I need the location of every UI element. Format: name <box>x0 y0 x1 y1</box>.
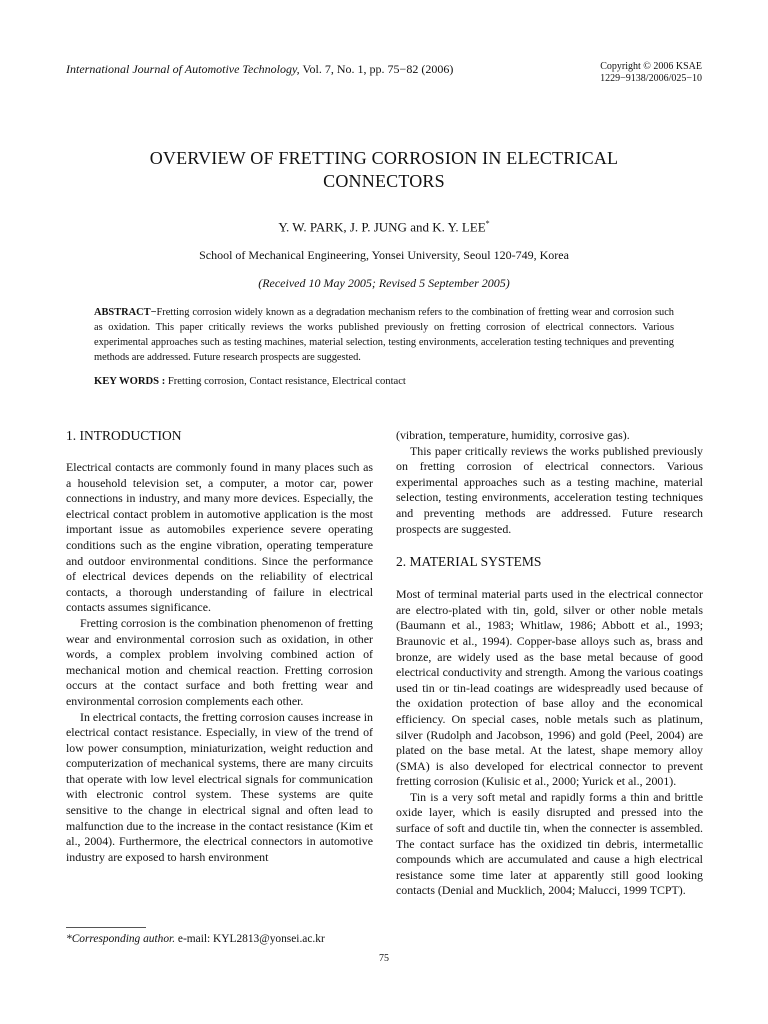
copyright-block <box>600 61 702 85</box>
section-heading-material-systems: 2. MATERIAL SYSTEMS <box>396 554 542 570</box>
footnote-divider <box>66 927 146 928</box>
received-dates: (Received 10 May 2005; Revised 5 September 2005) <box>258 276 510 290</box>
page-number: 75 <box>379 953 389 964</box>
left-column <box>66 428 373 865</box>
paragraph-continuation: (vibration, temperature, humidity, corrosive gas). <box>396 428 630 442</box>
keywords-text: Fretting corrosion, Contact resistance, Electrical contact <box>165 376 406 387</box>
footnote <box>66 933 325 945</box>
journal-name: International Journal of Automotive Technology, <box>66 62 300 76</box>
issn-line: 1229−9138/2006/025−10 <box>600 73 702 84</box>
journal-citation <box>66 62 453 77</box>
authors-text: Y. W. PARK, J. P. JUNG and K. Y. LEE <box>278 219 486 235</box>
paragraph: Fretting corrosion is the combination phenomenon of fretting wear and environmental corrosion such as oxidation, in other words, a complex problem involving combined action of mechanical motion and chemical reaction. Fretting corrosion occurs at the contact surface and both fretting wear and environmental corrosion complements each other. <box>66 615 373 708</box>
paragraph: This paper critically reviews the works published previously on fretting corrosion of electrical connectors. Various experimental approaches such as a testing machine, material selection, testing environments, acceleration testing techniques and preventing methods are addressed. Future research prospects are suggested. <box>396 443 703 536</box>
title-line-2: CONNECTORS <box>323 171 445 191</box>
corresponding-mark: * <box>485 219 490 228</box>
section-heading-introduction: 1. INTRODUCTION <box>66 428 182 443</box>
footnote-label: *Corresponding author. <box>66 933 176 945</box>
journal-issue: Vol. 7, No. 1, pp. 75−82 (2006) <box>299 62 454 76</box>
author-list <box>66 219 702 235</box>
paragraph: In electrical contacts, the fretting corrosion causes increase in electrical contact resistance. Especially, in view of the trend of low power consumption, miniaturization, weight reduction and computerization of mechanical systems, there are many circuits that operate with low level electrical signals for communication with electronic control system. These systems are quite sensitive to the change in electrical signal and often lead to malfunction due to the increase in the contact resistance (Kim et al., 2004). Furthermore, the electrical connectors in automotive industry are exposed to harsh environment <box>66 709 373 864</box>
keywords-label: KEY WORDS : <box>94 376 166 387</box>
copyright-line: Copyright © 2006 KSAE <box>600 61 702 72</box>
footnote-email: e-mail: KYL2813@yonsei.ac.kr <box>175 933 325 945</box>
abstract <box>94 305 674 365</box>
abstract-text: Fretting corrosion widely known as a degradation mechanism refers to the combination of fretting wear and corrosion such as oxidation. This paper critically reviews the works published previously on fretting corrosion of electrical connectors. Various experimental approaches such as testing machines, material selection, testing environments, acceleration testing techniques and preventing methods are addressed. Future research prospects are suggested. <box>94 307 674 363</box>
paragraph: Electrical contacts are commonly found in many places such as a household television set, a computer, a motor car, power connections in industry, and many more devices. Especially, the electrical contact problem in automotive application is the most important issue as automobiles experience severe operating conditions such as the engine vibration, operating temperature and outdoor environmental conditions. Since the performance of electrical devices depends on the reliability of electrical contacts, a thorough understanding of failure in electrical contacts assumes significance. <box>66 460 373 615</box>
paragraph: Tin is a very soft metal and rapidly forms a thin and brittle oxide layer, which is easily disrupted and pressed into the surface of soft and ductile tin, when the connecter is assembled. The contact surface has the oxidized tin debris, intermetallic compounds which are accumulated and cause a high electrical resistance some time later at apparently still good looking contacts (Denial and Mucklich, 2004; Malucci, 1999 TCPT). <box>396 789 703 898</box>
abstract-label: ABSTRACT− <box>94 307 157 318</box>
paragraph: Most of terminal material parts used in the electrical connector are electro-plated with tin, gold, silver or other noble metals (Baumann et al., 1983; Whitlaw, 1986; Abbott et al., 1993; Braunovic et al., 1994). Copper-base alloys such as, brass and bronze, are widely used as the base metal because of good electrical conductivity and strength. Among the various coatings used tin or tin-lead coatings are widespreadly used because of the oxidation protection of base alloy and the economical efficiency. On special cases, noble metals such as platinum, silver (Rudolph and Jacobson, 1996) and gold (Peel, 2004) are plated on the base metal. At the latest, shape memory alloy (SMA) is also developed for electrical connector to prevent fretting corrosion (Kulisic et al., 2000; Yurick et al., 2001). <box>396 587 703 789</box>
title-line-1: OVERVIEW OF FRETTING CORROSION IN ELECTRICAL <box>149 148 619 168</box>
affiliation: School of Mechanical Engineering, Yonsei University, Seoul 120-749, Korea <box>199 248 569 262</box>
paper-title <box>66 147 702 193</box>
keywords <box>94 376 674 387</box>
right-column <box>396 428 703 899</box>
